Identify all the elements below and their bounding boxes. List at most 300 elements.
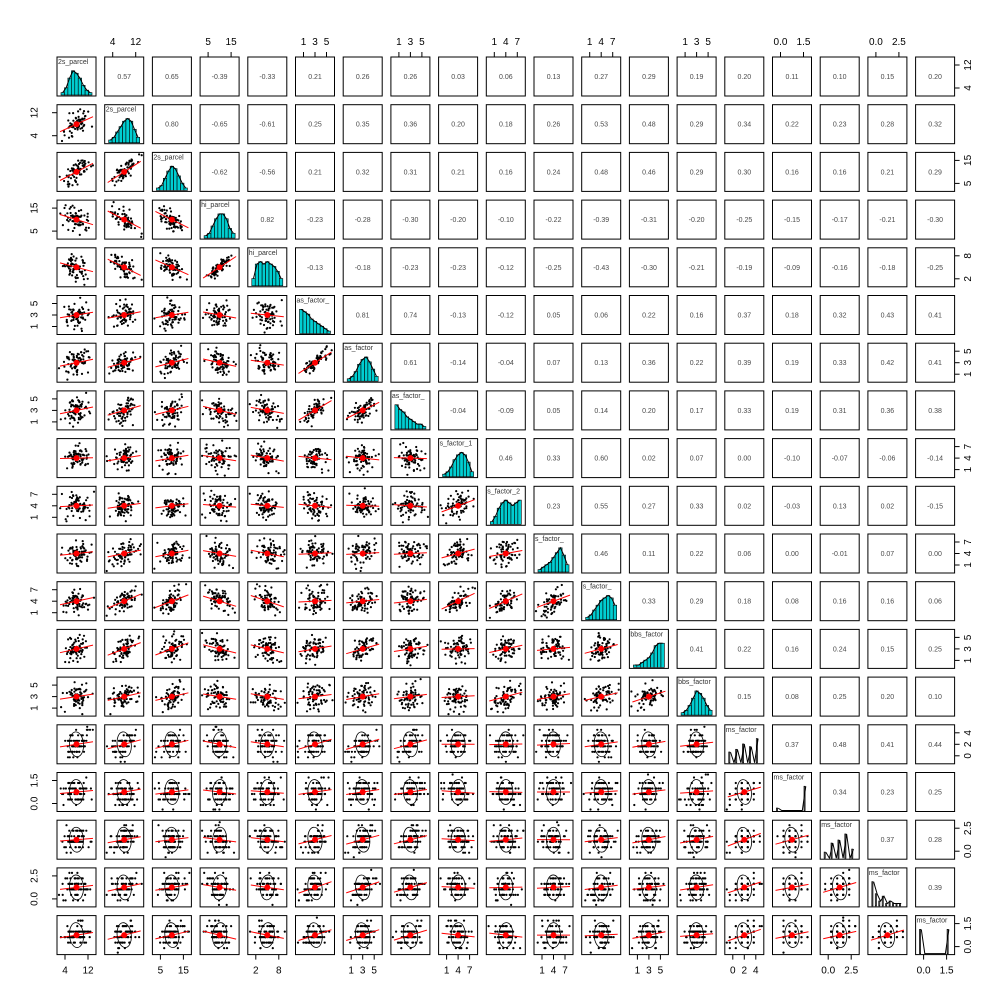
- data-point: [273, 321, 275, 323]
- data-point: [264, 496, 266, 498]
- panel-1-10: [534, 105, 573, 144]
- data-point: [366, 402, 368, 404]
- data-point: [174, 547, 176, 549]
- data-point: [76, 325, 78, 327]
- data-point: [211, 549, 213, 551]
- data-point: [226, 598, 228, 600]
- panel-0-8: [439, 57, 478, 96]
- data-point: [178, 583, 180, 585]
- data-point: [426, 545, 428, 547]
- data-point: [68, 137, 70, 139]
- data-point: [356, 460, 358, 462]
- correlation-value: -0.22: [545, 217, 562, 225]
- data-point: [69, 170, 71, 172]
- data-point: [172, 500, 174, 502]
- data-point: [140, 236, 142, 238]
- data-point: [140, 553, 142, 555]
- data-point: [87, 401, 89, 403]
- data-point: [78, 163, 80, 165]
- data-point: [207, 348, 209, 350]
- data-point: [130, 538, 132, 540]
- data-point: [130, 505, 132, 507]
- data-point: [156, 542, 158, 544]
- data-point: [77, 165, 79, 167]
- center-point: [169, 407, 175, 413]
- data-point: [127, 446, 129, 448]
- correlation-value: -0.13: [307, 264, 323, 272]
- data-point: [166, 228, 168, 230]
- data-point: [175, 367, 177, 369]
- data-point: [209, 413, 211, 415]
- data-point: [70, 177, 72, 179]
- data-point: [225, 311, 227, 313]
- correlation-value: 0.74: [403, 312, 418, 320]
- panel-0-0: [57, 57, 96, 96]
- panel-8-2: [152, 439, 191, 478]
- data-point: [361, 510, 363, 512]
- data-point: [67, 168, 69, 170]
- data-point: [130, 217, 132, 219]
- data-point: [87, 507, 89, 509]
- data-point: [164, 265, 166, 267]
- data-point: [120, 565, 122, 567]
- data-point: [117, 468, 119, 470]
- data-point: [233, 415, 235, 417]
- data-point: [79, 128, 81, 130]
- data-point: [117, 221, 119, 223]
- data-point: [91, 544, 93, 546]
- data-point: [211, 363, 213, 365]
- histogram-bar: [375, 376, 378, 381]
- data-point: [414, 498, 416, 500]
- data-point: [176, 261, 178, 263]
- data-point: [68, 409, 70, 411]
- data-point: [168, 311, 170, 313]
- data-point: [78, 116, 80, 118]
- data-point: [134, 356, 136, 358]
- data-point: [116, 453, 118, 455]
- correlation-value: 0.37: [737, 312, 752, 320]
- data-point: [86, 168, 88, 170]
- data-point: [351, 501, 353, 503]
- panel-5-2: [152, 296, 191, 335]
- data-point: [177, 442, 179, 444]
- data-point: [263, 460, 265, 462]
- data-point: [128, 266, 130, 268]
- data-point: [169, 415, 171, 417]
- panel-2-8: [439, 152, 478, 191]
- data-point: [222, 563, 224, 565]
- data-point: [265, 320, 267, 322]
- data-point: [160, 265, 162, 267]
- data-point: [124, 371, 126, 373]
- data-point: [207, 592, 209, 594]
- data-point: [410, 452, 412, 454]
- data-point: [214, 558, 216, 560]
- center-point: [169, 551, 175, 557]
- data-point: [325, 461, 327, 463]
- data-point: [211, 318, 213, 320]
- data-point: [80, 511, 82, 513]
- data-point: [123, 563, 125, 565]
- data-point: [85, 227, 87, 229]
- data-point: [314, 535, 316, 537]
- center-point: [74, 455, 80, 461]
- correlation-value: -0.15: [784, 217, 800, 225]
- data-point: [306, 567, 308, 569]
- data-point: [68, 305, 70, 307]
- data-point: [175, 356, 177, 358]
- data-point: [230, 409, 232, 411]
- data-point: [272, 402, 274, 404]
- data-point: [269, 318, 271, 320]
- data-point: [181, 268, 183, 270]
- correlation-value: 0.32: [832, 312, 847, 320]
- histogram-bar: [364, 357, 367, 381]
- center-point: [169, 360, 175, 366]
- data-point: [81, 401, 83, 403]
- data-point: [260, 323, 262, 325]
- data-point: [331, 349, 333, 351]
- data-point: [126, 273, 128, 275]
- center-point: [217, 407, 223, 413]
- data-point: [68, 371, 70, 373]
- panel-4-1: [105, 248, 144, 287]
- data-point: [306, 421, 308, 423]
- panel-2-11: [582, 152, 621, 191]
- data-point: [312, 462, 314, 464]
- data-point: [260, 556, 262, 558]
- center-point: [264, 360, 270, 366]
- data-point: [171, 562, 173, 564]
- data-point: [414, 514, 416, 516]
- correlation-value: -0.25: [545, 264, 562, 272]
- data-point: [162, 425, 164, 427]
- histogram-bar: [122, 121, 125, 142]
- data-point: [281, 325, 283, 327]
- data-point: [81, 354, 83, 356]
- center-point: [360, 407, 366, 413]
- data-point: [77, 565, 79, 567]
- data-point: [261, 605, 263, 607]
- data-point: [228, 510, 230, 512]
- correlation-value: 0.18: [785, 312, 799, 320]
- panel-9-13: [677, 486, 716, 525]
- data-point: [134, 227, 136, 229]
- data-point: [226, 510, 228, 512]
- data-point: [227, 360, 229, 362]
- data-point: [81, 162, 83, 164]
- data-point: [63, 366, 65, 368]
- data-point: [322, 562, 324, 564]
- data-point: [69, 272, 71, 274]
- data-point: [171, 560, 173, 562]
- data-point: [141, 154, 143, 156]
- panel-4-11: [582, 248, 621, 287]
- data-point: [124, 355, 126, 357]
- panel-5-3: [200, 296, 239, 335]
- data-point: [213, 359, 215, 361]
- data-point: [219, 371, 221, 373]
- data-point: [66, 599, 68, 601]
- data-point: [79, 108, 81, 110]
- data-point: [463, 543, 465, 545]
- data-point: [404, 466, 406, 468]
- data-point: [82, 540, 84, 542]
- panel-3-7: [391, 200, 430, 239]
- data-point: [134, 319, 136, 321]
- data-point: [262, 308, 264, 310]
- data-point: [218, 509, 220, 511]
- data-point: [129, 446, 131, 448]
- data-point: [349, 412, 351, 414]
- data-point: [169, 222, 171, 224]
- correlation-value: 0.33: [689, 503, 704, 511]
- data-point: [115, 510, 117, 512]
- data-point: [132, 265, 134, 267]
- panel-4-16: [820, 248, 859, 287]
- data-point: [80, 256, 82, 258]
- data-point: [264, 331, 266, 333]
- data-point: [113, 363, 115, 365]
- data-point: [216, 605, 218, 607]
- correlation-value: 0.34: [737, 121, 752, 129]
- data-point: [213, 307, 215, 309]
- data-point: [281, 560, 283, 562]
- data-point: [75, 181, 77, 183]
- data-point: [120, 165, 122, 167]
- data-point: [128, 262, 130, 264]
- data-point: [82, 543, 84, 545]
- correlation-value: -0.30: [927, 217, 944, 225]
- correlation-value: -0.01: [831, 551, 848, 558]
- correlation-value: 0.19: [689, 74, 704, 81]
- data-point: [363, 474, 365, 476]
- correlation-value: -0.04: [497, 360, 514, 368]
- data-point: [163, 323, 165, 325]
- panel-9-2: [152, 486, 191, 525]
- data-point: [206, 309, 208, 311]
- data-point: [83, 164, 85, 166]
- data-point: [126, 462, 128, 464]
- data-point: [71, 136, 73, 138]
- data-point: [263, 369, 265, 371]
- data-point: [80, 224, 82, 226]
- panel-0-13: [677, 57, 716, 96]
- data-point: [82, 358, 84, 360]
- data-point: [230, 456, 232, 458]
- data-point: [319, 511, 321, 513]
- data-point: [131, 502, 133, 504]
- correlation-value: 0.38: [928, 407, 942, 415]
- data-point: [212, 315, 214, 317]
- data-point: [183, 361, 185, 363]
- data-point: [267, 309, 269, 311]
- panel-8-13: [677, 439, 716, 478]
- data-point: [375, 542, 377, 544]
- data-point: [71, 497, 73, 499]
- data-point: [221, 440, 223, 442]
- data-point: [215, 588, 217, 590]
- correlation-value: -0.21: [688, 264, 705, 272]
- data-point: [308, 405, 310, 407]
- data-point: [216, 318, 218, 320]
- data-point: [67, 266, 69, 268]
- data-point: [252, 411, 254, 413]
- data-point: [448, 563, 450, 565]
- data-point: [124, 262, 126, 264]
- data-point: [88, 161, 90, 163]
- data-point: [495, 563, 497, 565]
- data-point: [72, 515, 74, 517]
- data-point: [219, 416, 221, 418]
- panel-9-10: [534, 486, 573, 525]
- correlation-value: 0.43: [880, 312, 895, 320]
- data-point: [118, 355, 120, 357]
- data-point: [406, 496, 408, 498]
- data-point: [410, 495, 412, 497]
- data-point: [128, 410, 130, 412]
- data-point: [72, 550, 74, 552]
- center-point: [169, 598, 175, 604]
- data-point: [330, 504, 332, 506]
- data-point: [368, 400, 370, 402]
- variable-label: as_factor_: [296, 297, 330, 305]
- data-point: [227, 424, 229, 426]
- data-point: [130, 553, 132, 555]
- data-point: [306, 458, 308, 460]
- histogram-bar: [460, 452, 463, 476]
- data-point: [306, 362, 308, 364]
- data-point: [234, 498, 236, 500]
- data-point: [130, 358, 132, 360]
- data-point: [216, 496, 218, 498]
- center-point: [360, 503, 366, 509]
- data-point: [166, 209, 168, 211]
- data-point: [156, 419, 158, 421]
- data-point: [72, 426, 74, 428]
- data-point: [117, 559, 119, 561]
- data-point: [72, 214, 74, 216]
- correlation-value: 0.55: [594, 503, 609, 511]
- data-point: [216, 465, 218, 467]
- data-point: [221, 417, 223, 419]
- data-point: [369, 558, 371, 560]
- panel-4-2: [152, 248, 191, 287]
- data-point: [212, 444, 214, 446]
- data-point: [64, 134, 66, 136]
- center-point: [169, 217, 175, 223]
- data-point: [414, 556, 416, 558]
- data-point: [349, 471, 351, 473]
- panel-9-7: [391, 486, 430, 525]
- histogram-bar: [272, 266, 275, 285]
- panel-11-2: [152, 582, 191, 621]
- data-point: [453, 513, 455, 515]
- data-point: [85, 406, 87, 408]
- data-point: [121, 604, 123, 606]
- data-point: [113, 565, 115, 567]
- data-point: [75, 257, 77, 259]
- correlation-value: 0.32: [928, 121, 942, 129]
- data-point: [216, 324, 218, 326]
- data-point: [205, 313, 207, 315]
- data-point: [117, 563, 119, 565]
- panel-10-16: [820, 534, 859, 573]
- panel-10-18: [916, 534, 955, 573]
- data-point: [405, 446, 407, 448]
- data-point: [406, 490, 408, 492]
- data-point: [180, 393, 182, 395]
- data-point: [224, 322, 226, 324]
- correlation-value: 0.46: [498, 455, 513, 463]
- data-point: [302, 550, 304, 552]
- data-point: [125, 520, 127, 522]
- panel-6-16: [820, 343, 859, 382]
- correlation-value: 0.11: [642, 551, 656, 558]
- panel-5-5: [296, 296, 335, 335]
- data-point: [135, 450, 137, 452]
- histogram-bar: [204, 236, 207, 238]
- correlation-value: -0.18: [354, 264, 371, 272]
- data-point: [226, 305, 228, 307]
- data-point: [262, 516, 264, 518]
- data-point: [367, 470, 369, 472]
- data-point: [169, 500, 171, 502]
- data-point: [427, 516, 429, 518]
- data-point: [68, 112, 70, 114]
- data-point: [357, 494, 359, 496]
- data-point: [180, 345, 182, 347]
- data-point: [357, 548, 359, 550]
- panel-3-14: [725, 200, 764, 239]
- data-point: [266, 560, 268, 562]
- data-point: [73, 611, 75, 613]
- data-point: [176, 412, 178, 414]
- correlation-value: -0.13: [450, 312, 467, 320]
- data-point: [118, 415, 120, 417]
- data-point: [85, 392, 87, 394]
- center-point: [360, 551, 366, 557]
- data-point: [71, 263, 73, 265]
- data-point: [398, 542, 400, 544]
- data-point: [356, 551, 358, 553]
- data-point: [273, 601, 275, 603]
- data-point: [415, 446, 417, 448]
- data-point: [114, 184, 116, 186]
- data-point: [510, 546, 512, 548]
- data-point: [128, 596, 130, 598]
- center-point: [169, 455, 175, 461]
- data-point: [264, 373, 266, 375]
- data-point: [418, 498, 420, 500]
- panel-3-9: [486, 200, 525, 239]
- histogram-bar: [422, 426, 425, 428]
- panel-10-1: [105, 534, 144, 573]
- data-point: [115, 608, 117, 610]
- data-point: [172, 279, 174, 281]
- data-point: [72, 546, 74, 548]
- data-point: [67, 550, 69, 552]
- data-point: [114, 599, 116, 601]
- data-point: [355, 464, 357, 466]
- data-point: [318, 357, 320, 359]
- data-point: [413, 469, 415, 471]
- data-point: [168, 548, 170, 550]
- panel-5-10: [534, 296, 573, 335]
- data-point: [164, 552, 166, 554]
- data-point: [368, 543, 370, 545]
